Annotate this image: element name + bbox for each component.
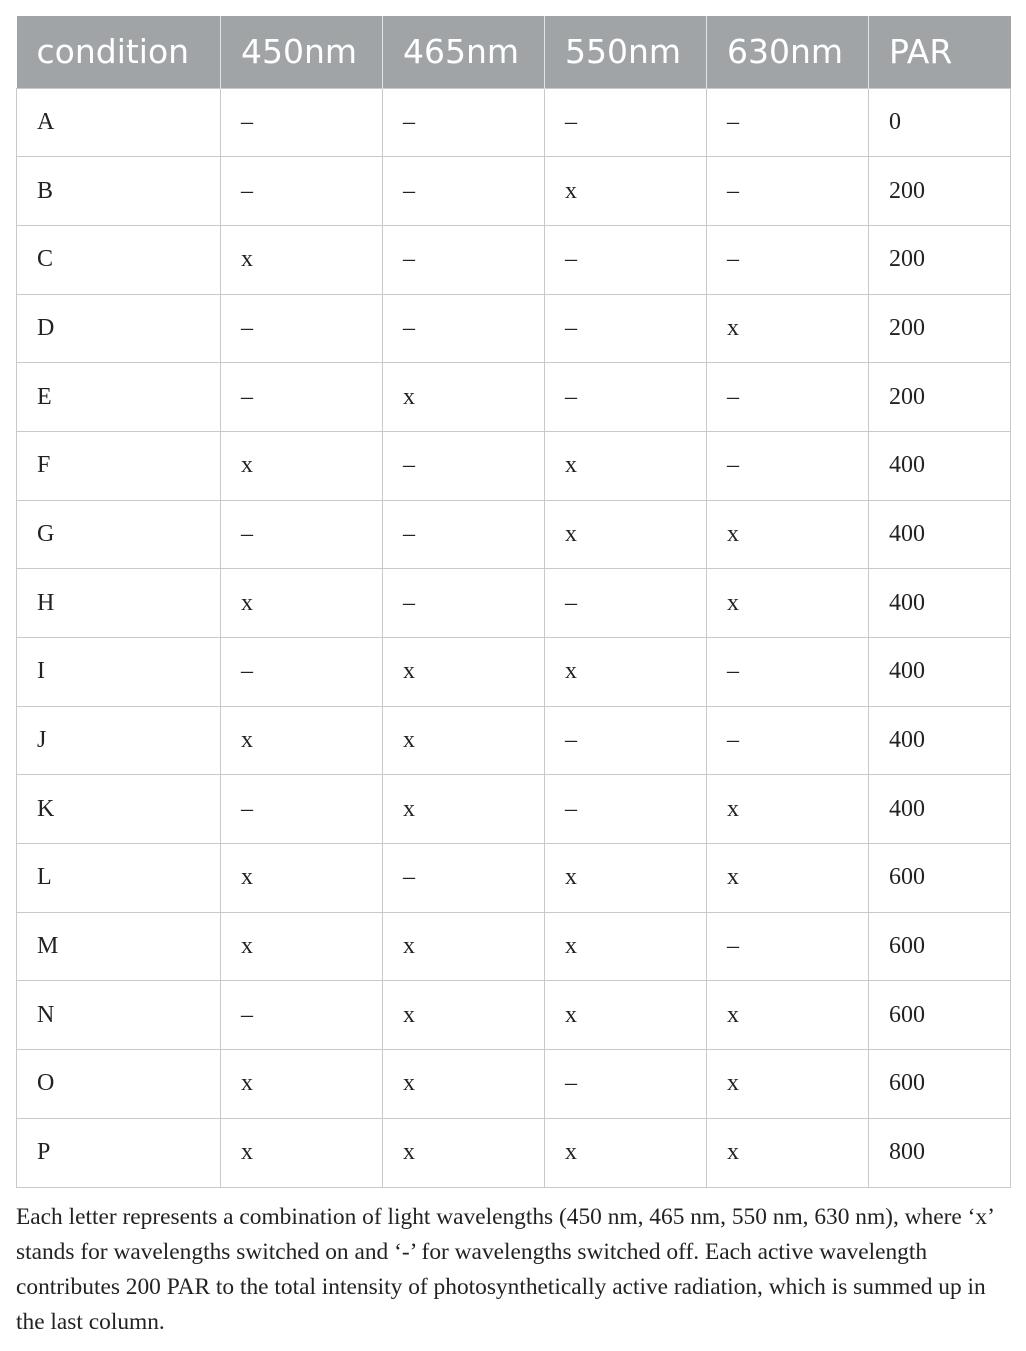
wl-630-cell: x xyxy=(707,844,869,913)
par-cell: 600 xyxy=(869,912,1011,981)
table-row xyxy=(17,569,1011,638)
condition-cell: L xyxy=(17,844,221,913)
wl-465-cell: – xyxy=(383,294,545,363)
table-row xyxy=(17,912,1011,981)
condition-cell: J xyxy=(17,706,221,775)
wl-630-cell: x xyxy=(707,981,869,1050)
header-cell-550nm: 550nm xyxy=(545,16,707,88)
par-cell: 200 xyxy=(869,225,1011,294)
par-cell: 600 xyxy=(869,844,1011,913)
wl-630-cell: x xyxy=(707,500,869,569)
wl-550-cell: x xyxy=(545,157,707,226)
wl-550-cell: x xyxy=(545,1118,707,1187)
wl-550-cell: x xyxy=(545,981,707,1050)
par-cell: 0 xyxy=(869,88,1011,157)
wl-450-cell: x xyxy=(221,706,383,775)
wl-465-cell: x xyxy=(383,363,545,432)
wl-450-cell: x xyxy=(221,844,383,913)
data-table-container xyxy=(16,16,1010,1188)
wl-550-cell: – xyxy=(545,225,707,294)
table-row xyxy=(17,225,1011,294)
wl-465-cell: – xyxy=(383,500,545,569)
par-cell: 400 xyxy=(869,706,1011,775)
condition-cell: P xyxy=(17,1118,221,1187)
table-row xyxy=(17,363,1011,432)
table-row xyxy=(17,500,1011,569)
condition-cell: I xyxy=(17,638,221,707)
wl-450-cell: x xyxy=(221,1118,383,1187)
table-row xyxy=(17,638,1011,707)
wl-450-cell: – xyxy=(221,88,383,157)
wl-630-cell: – xyxy=(707,638,869,707)
light-conditions-table xyxy=(16,16,1011,1188)
wl-465-cell: – xyxy=(383,569,545,638)
condition-cell: H xyxy=(17,569,221,638)
wl-550-cell: – xyxy=(545,294,707,363)
wl-550-cell: – xyxy=(545,569,707,638)
wl-450-cell: x xyxy=(221,912,383,981)
par-cell: 400 xyxy=(869,638,1011,707)
wl-465-cell: x xyxy=(383,706,545,775)
table-row xyxy=(17,981,1011,1050)
par-cell: 600 xyxy=(869,1050,1011,1119)
wl-630-cell: x xyxy=(707,1050,869,1119)
par-cell: 400 xyxy=(869,569,1011,638)
wl-450-cell: – xyxy=(221,363,383,432)
condition-cell: C xyxy=(17,225,221,294)
par-cell: 200 xyxy=(869,363,1011,432)
wl-465-cell: – xyxy=(383,225,545,294)
par-cell: 400 xyxy=(869,500,1011,569)
header-cell-630nm: 630nm xyxy=(707,16,869,88)
table-row xyxy=(17,294,1011,363)
condition-cell: M xyxy=(17,912,221,981)
wl-550-cell: – xyxy=(545,706,707,775)
table-body xyxy=(17,88,1011,1187)
condition-cell: D xyxy=(17,294,221,363)
wl-450-cell: – xyxy=(221,775,383,844)
wl-550-cell: x xyxy=(545,912,707,981)
table-row xyxy=(17,706,1011,775)
par-cell: 600 xyxy=(869,981,1011,1050)
wl-630-cell: – xyxy=(707,912,869,981)
wl-450-cell: x xyxy=(221,1050,383,1119)
par-cell: 200 xyxy=(869,294,1011,363)
header-cell-par: PAR xyxy=(869,16,1011,88)
wl-450-cell: x xyxy=(221,431,383,500)
wl-550-cell: x xyxy=(545,638,707,707)
condition-cell: A xyxy=(17,88,221,157)
wl-550-cell: x xyxy=(545,431,707,500)
par-cell: 400 xyxy=(869,775,1011,844)
wl-550-cell: x xyxy=(545,500,707,569)
condition-cell: N xyxy=(17,981,221,1050)
wl-450-cell: – xyxy=(221,638,383,707)
wl-450-cell: – xyxy=(221,500,383,569)
wl-450-cell: x xyxy=(221,569,383,638)
wl-630-cell: – xyxy=(707,157,869,226)
wl-465-cell: x xyxy=(383,912,545,981)
wl-465-cell: – xyxy=(383,88,545,157)
wl-630-cell: – xyxy=(707,88,869,157)
wl-630-cell: x xyxy=(707,775,869,844)
wl-465-cell: x xyxy=(383,638,545,707)
wl-630-cell: x xyxy=(707,294,869,363)
wl-550-cell: – xyxy=(545,363,707,432)
par-cell: 200 xyxy=(869,157,1011,226)
wl-550-cell: x xyxy=(545,844,707,913)
table-row xyxy=(17,775,1011,844)
header-cell-450nm: 450nm xyxy=(221,16,383,88)
table-row xyxy=(17,844,1011,913)
wl-630-cell: – xyxy=(707,363,869,432)
wl-550-cell: – xyxy=(545,1050,707,1119)
condition-cell: O xyxy=(17,1050,221,1119)
table-row xyxy=(17,157,1011,226)
condition-cell: G xyxy=(17,500,221,569)
wl-465-cell: – xyxy=(383,431,545,500)
wl-450-cell: – xyxy=(221,294,383,363)
table-row xyxy=(17,1118,1011,1187)
wl-465-cell: x xyxy=(383,1050,545,1119)
par-cell: 800 xyxy=(869,1118,1011,1187)
header-cell-465nm: 465nm xyxy=(383,16,545,88)
wl-450-cell: – xyxy=(221,157,383,226)
wl-630-cell: – xyxy=(707,431,869,500)
table-footnote: Each letter represents a combination of light wavelengths (450 nm, 465 nm, 550 nm, 630 nm), where ‘x’ stands for wavelengths switched on and ‘-’ for wavelengths switched off. Each active wavelength contributes 200 PAR to the total intensity of photosynthetically active radiation, which is summed up in the last column. xyxy=(16,1204,994,1335)
condition-cell: E xyxy=(17,363,221,432)
wl-630-cell: x xyxy=(707,569,869,638)
par-cell: 400 xyxy=(869,431,1011,500)
wl-465-cell: – xyxy=(383,844,545,913)
wl-630-cell: x xyxy=(707,1118,869,1187)
table-row xyxy=(17,431,1011,500)
wl-450-cell: x xyxy=(221,225,383,294)
condition-cell: B xyxy=(17,157,221,226)
wl-630-cell: – xyxy=(707,706,869,775)
wl-465-cell: x xyxy=(383,981,545,1050)
wl-465-cell: x xyxy=(383,775,545,844)
header-cell-condition: condition xyxy=(17,16,221,88)
condition-cell: F xyxy=(17,431,221,500)
table-row xyxy=(17,1050,1011,1119)
wl-465-cell: – xyxy=(383,157,545,226)
condition-cell: K xyxy=(17,775,221,844)
wl-465-cell: x xyxy=(383,1118,545,1187)
wl-550-cell: – xyxy=(545,775,707,844)
wl-630-cell: – xyxy=(707,225,869,294)
table-header xyxy=(17,16,1011,88)
wl-450-cell: – xyxy=(221,981,383,1050)
table-row xyxy=(17,88,1011,157)
wl-550-cell: – xyxy=(545,88,707,157)
header-row xyxy=(17,16,1011,88)
